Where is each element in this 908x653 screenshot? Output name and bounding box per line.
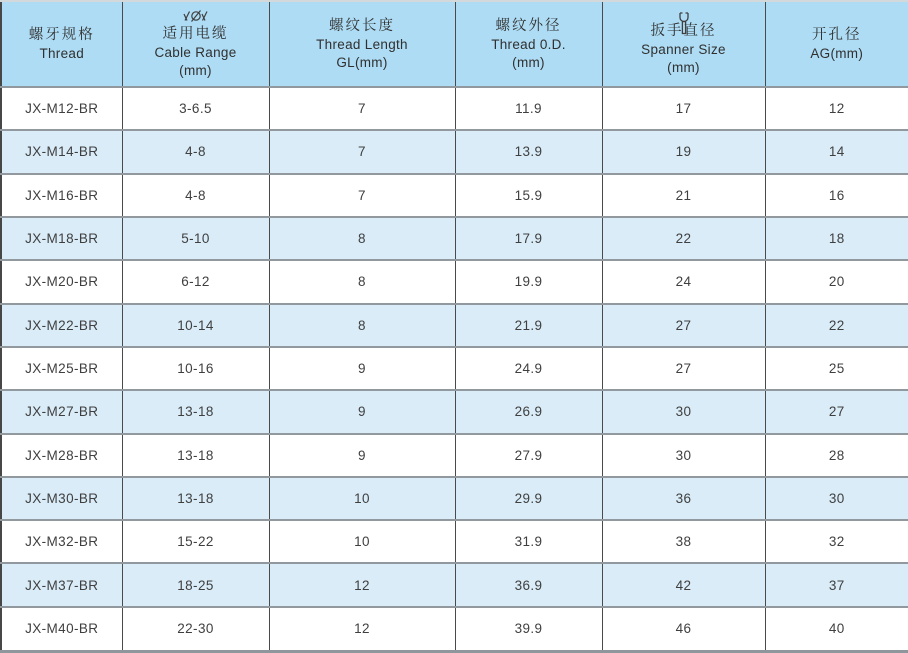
thread-length-cell: 8 (269, 217, 455, 260)
cable-range-cell: 4-8 (122, 130, 269, 173)
ag-cell: 16 (765, 174, 908, 217)
spanner-size-cell: 17 (602, 87, 765, 130)
table-row (1, 260, 908, 303)
col-header-thread-zh: 螺牙规格 (28, 26, 95, 43)
cable-range-cell: 13-18 (122, 434, 269, 477)
cable-range-cell: 3-6.5 (122, 87, 269, 130)
ag-cell: 22 (765, 304, 908, 347)
thread-spec-cell: JX-M37-BR (1, 563, 122, 606)
col-header-thread (1, 1, 122, 87)
col-header-thread-en: Thread (39, 45, 85, 61)
cable-range-cell: 18-25 (122, 563, 269, 606)
diameter-icon (123, 9, 269, 24)
spanner-size-cell: 42 (602, 563, 765, 606)
col-header-spanner-size-zh: 扳手直径 (650, 23, 717, 39)
thread-od-cell: 27.9 (455, 434, 602, 477)
col-header-ag-en: AG(mm) (810, 45, 864, 61)
table-row (1, 174, 908, 217)
thread-length-cell: 9 (269, 347, 455, 390)
thread-length-cell: 8 (269, 260, 455, 303)
thread-od-cell: 36.9 (455, 563, 602, 606)
thread-od-cell: 39.9 (455, 607, 602, 652)
col-header-thread-length-en: Thread Length (316, 36, 408, 52)
col-header-thread-length-zh: 螺纹长度 (329, 17, 395, 34)
col-header-cable-range-en: Cable Range (154, 44, 237, 60)
thread-od-cell: 17.9 (455, 217, 602, 260)
table-row (1, 304, 908, 347)
ag-cell: 28 (765, 434, 908, 477)
thread-length-cell: 10 (269, 520, 455, 563)
cable-range-cell: 22-30 (122, 607, 269, 652)
ag-cell: 27 (765, 390, 908, 433)
cable-range-cell: 6-12 (122, 260, 269, 303)
col-header-ag (765, 1, 908, 87)
col-header-spanner-size-en: Spanner Size (641, 42, 726, 57)
table-row (1, 87, 908, 130)
thread-od-cell: 19.9 (455, 260, 602, 303)
table-row (1, 347, 908, 390)
cable-range-cell: 4-8 (122, 174, 269, 217)
thread-spec-cell: JX-M25-BR (1, 347, 122, 390)
table-row (1, 607, 908, 652)
spanner-size-cell: 22 (602, 217, 765, 260)
col-header-thread-od (455, 1, 602, 87)
table-row (1, 217, 908, 260)
ag-cell: 12 (765, 87, 908, 130)
col-header-thread-od-zh: 螺纹外径 (495, 17, 562, 34)
col-header-thread-length (269, 1, 455, 87)
thread-spec-cell: JX-M14-BR (1, 130, 122, 173)
thread-od-cell: 24.9 (455, 347, 602, 390)
thread-od-cell: 26.9 (455, 390, 602, 433)
thread-spec-cell: JX-M22-BR (1, 304, 122, 347)
col-header-thread-length-unit: GL(mm) (336, 54, 388, 70)
spanner-size-cell: 27 (602, 347, 765, 390)
thread-length-cell: 10 (269, 477, 455, 520)
cable-range-cell: 5-10 (122, 217, 269, 260)
spanner-size-cell: 30 (602, 390, 765, 433)
spanner-size-cell: 24 (602, 260, 765, 303)
table-row (1, 477, 908, 520)
ag-cell: 37 (765, 563, 908, 606)
col-header-thread-od-unit: (mm) (512, 54, 545, 70)
table-row (1, 434, 908, 477)
thread-length-cell: 8 (269, 304, 455, 347)
thread-od-cell: 13.9 (455, 130, 602, 173)
thread-length-cell: 7 (269, 87, 455, 130)
thread-od-cell: 21.9 (455, 304, 602, 347)
thread-od-cell: 31.9 (455, 520, 602, 563)
ag-cell: 30 (765, 477, 908, 520)
ag-cell: 32 (765, 520, 908, 563)
thread-spec-cell: JX-M16-BR (1, 174, 122, 217)
thread-spec-cell: JX-M30-BR (1, 477, 122, 520)
cable-range-cell: 10-14 (122, 304, 269, 347)
thread-spec-cell: JX-M18-BR (1, 217, 122, 260)
col-header-cable-range-unit: (mm) (179, 62, 212, 78)
cable-range-cell: 13-18 (122, 477, 269, 520)
spanner-size-cell: 46 (602, 607, 765, 652)
thread-length-cell: 12 (269, 563, 455, 606)
thread-length-cell: 9 (269, 434, 455, 477)
spanner-size-cell: 36 (602, 477, 765, 520)
ag-cell: 40 (765, 607, 908, 652)
ag-cell: 14 (765, 130, 908, 173)
table-row (1, 390, 908, 433)
thread-od-cell: 11.9 (455, 87, 602, 130)
cable-range-cell: 13-18 (122, 390, 269, 433)
table-body (1, 87, 908, 652)
ag-cell: 20 (765, 260, 908, 303)
spanner-size-cell: 27 (602, 304, 765, 347)
spanner-size-cell: 21 (602, 174, 765, 217)
thread-spec-cell: JX-M12-BR (1, 87, 122, 130)
ag-cell: 18 (765, 217, 908, 260)
thread-length-cell: 9 (269, 390, 455, 433)
thread-spec-cell: JX-M28-BR (1, 434, 122, 477)
cable-range-cell: 10-16 (122, 347, 269, 390)
spanner-size-cell: 30 (602, 434, 765, 477)
thread-spec-cell: JX-M40-BR (1, 607, 122, 652)
table-header (1, 1, 908, 87)
table-row (1, 520, 908, 563)
thread-spec-cell: JX-M27-BR (1, 390, 122, 433)
thread-spec-cell: JX-M32-BR (1, 520, 122, 563)
table-row (1, 563, 908, 606)
thread-length-cell: 7 (269, 130, 455, 173)
table-row (1, 130, 908, 173)
cable-range-cell: 15-22 (122, 520, 269, 563)
thread-od-cell: 29.9 (455, 477, 602, 520)
spanner-size-cell: 38 (602, 520, 765, 563)
col-header-thread-od-en: Thread 0.D. (491, 36, 566, 52)
thread-spec-cell: JX-M20-BR (1, 260, 122, 303)
ag-cell: 25 (765, 347, 908, 390)
col-header-ag-zh: 开孔径 (812, 26, 862, 43)
col-header-cable-range-zh: 适用电缆 (162, 25, 229, 42)
thread-length-cell: 12 (269, 607, 455, 652)
spanner-size-cell: 19 (602, 130, 765, 173)
thread-od-cell: 15.9 (455, 174, 602, 217)
thread-length-cell: 7 (269, 174, 455, 217)
col-header-cable-range (122, 1, 269, 87)
col-header-spanner-size (602, 1, 765, 87)
col-header-spanner-size-unit: (mm) (667, 60, 700, 75)
